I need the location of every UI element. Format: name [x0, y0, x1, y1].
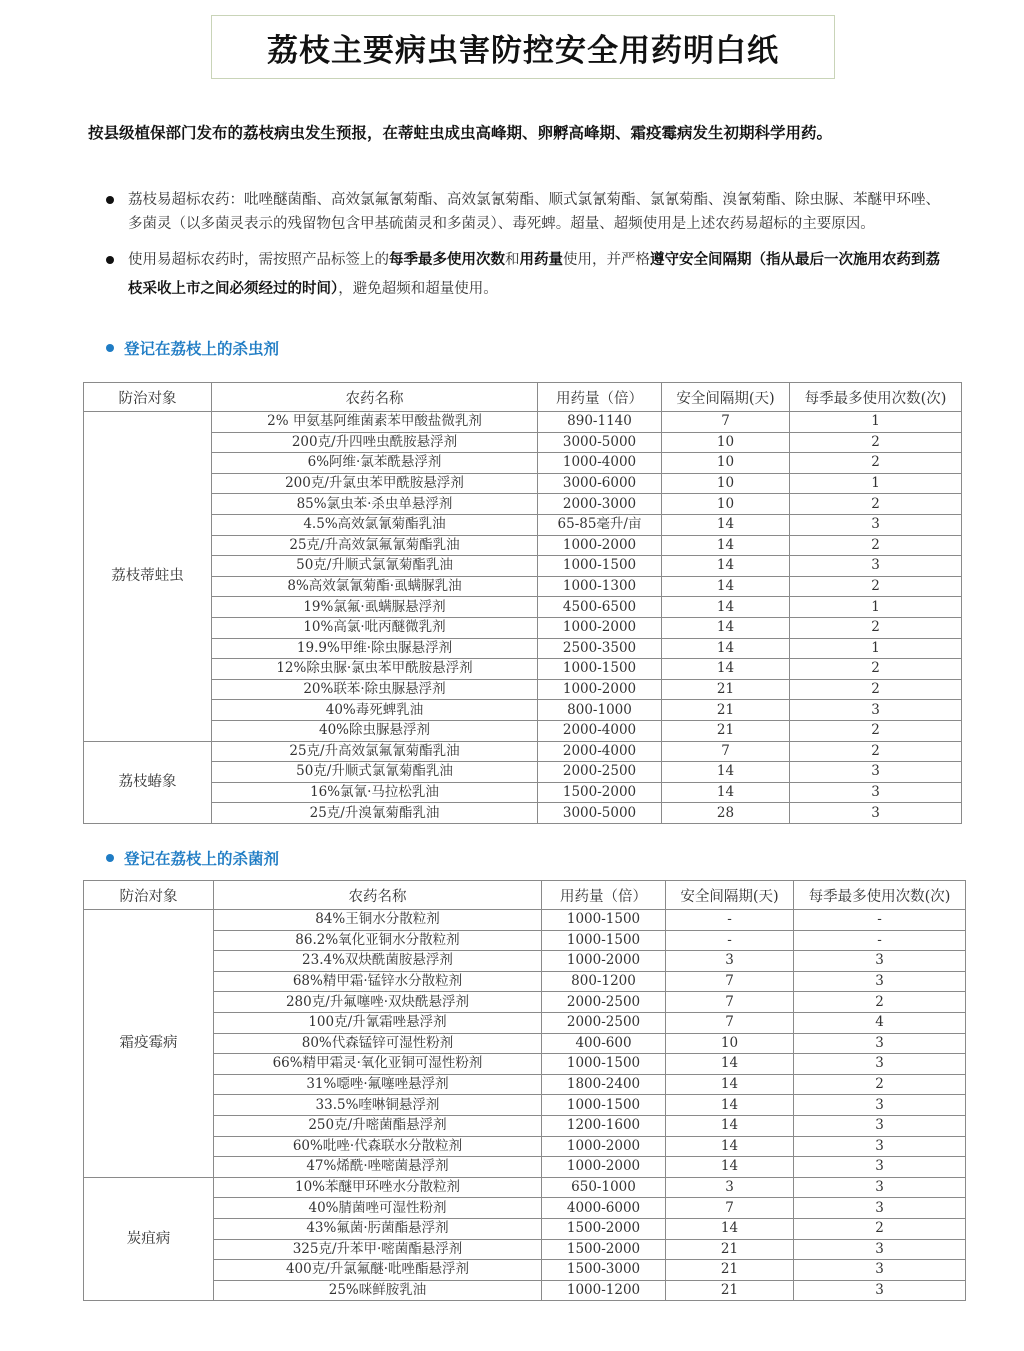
- max-times-cell: 3: [794, 1136, 966, 1157]
- pesticide-name-cell: 40%腈菌唑可湿性粉剂: [214, 1198, 542, 1219]
- dosage-cell: 2000-2500: [538, 762, 662, 783]
- safety-interval-cell: 21: [666, 1280, 794, 1301]
- pesticide-name-cell: 250克/升嘧菌酯悬浮剂: [214, 1115, 542, 1136]
- pesticide-name-cell: 19.9%甲维·除虫脲悬浮剂: [212, 638, 538, 659]
- dosage-cell: 2500-3500: [538, 638, 662, 659]
- max-times-cell: 3: [790, 762, 962, 783]
- table-row: [84, 930, 966, 951]
- table-row: [84, 432, 962, 453]
- pesticide-name-cell: 33.5%喹啉铜悬浮剂: [214, 1095, 542, 1116]
- dosage-cell: 1500-2000: [542, 1218, 666, 1239]
- dosage-cell: 1000-1500: [538, 556, 662, 577]
- pesticide-name-cell: 25克/升高效氯氟氰菊酯乳油: [212, 535, 538, 556]
- safety-interval-cell: 10: [666, 1033, 794, 1054]
- note-bold-safety-interval: 遵守安全间隔期（指从最后一次施用农药到荔枝采收上市之间必须经过的时间）: [128, 252, 940, 297]
- table-row: [84, 720, 962, 741]
- fungicide-heading: [106, 847, 279, 869]
- dosage-cell: 2000-2500: [542, 992, 666, 1013]
- target-cell: 炭疽病: [84, 1177, 214, 1301]
- safety-interval-cell: 10: [662, 432, 790, 453]
- pesticide-name-cell: 2% 甲氨基阿维菌素苯甲酸盐微乳剂: [212, 412, 538, 433]
- safety-interval-cell: 14: [666, 1115, 794, 1136]
- dosage-cell: 1500-3000: [542, 1260, 666, 1281]
- header-pesticide-name: 农药名称: [214, 881, 542, 910]
- table-row: [84, 597, 962, 618]
- dosage-cell: 4500-6500: [538, 597, 662, 618]
- safety-interval-cell: 14: [662, 617, 790, 638]
- dosage-cell: 2000-2500: [542, 1012, 666, 1033]
- safety-interval-cell: -: [666, 930, 794, 951]
- max-times-cell: 3: [794, 1239, 966, 1260]
- pesticide-name-cell: 43%氟菌·肟菌酯悬浮剂: [214, 1218, 542, 1239]
- header-max-times: 每季最多使用次数(次): [790, 383, 962, 412]
- max-times-cell: 3: [794, 1033, 966, 1054]
- bullet-dot-icon: [106, 854, 114, 862]
- pesticide-name-cell: 19%氯氟·虱螨脲悬浮剂: [212, 597, 538, 618]
- pesticide-name-cell: 200克/升氯虫苯甲酰胺悬浮剂: [212, 473, 538, 494]
- table-row: [84, 1218, 966, 1239]
- header-dosage: 用药量（倍）: [542, 881, 666, 910]
- dosage-cell: 800-1000: [538, 700, 662, 721]
- max-times-cell: 2: [790, 535, 962, 556]
- safety-interval-cell: 14: [662, 576, 790, 597]
- table-row: [84, 951, 966, 972]
- table-row: [84, 762, 962, 783]
- pesticide-name-cell: 23.4%双炔酰菌胺悬浮剂: [214, 951, 542, 972]
- pesticide-name-cell: 280克/升氟噻唑·双炔酰悬浮剂: [214, 992, 542, 1013]
- table-row: [84, 782, 962, 803]
- bullet-dot-icon: [106, 256, 114, 264]
- pesticide-name-cell: 31%噁唑·氟噻唑悬浮剂: [214, 1074, 542, 1095]
- safety-interval-cell: 14: [662, 659, 790, 680]
- header-max-times: 每季最多使用次数(次): [794, 881, 966, 910]
- safety-interval-cell: 21: [666, 1239, 794, 1260]
- table-row: [84, 803, 962, 824]
- max-times-cell: 2: [790, 494, 962, 515]
- max-times-cell: 2: [790, 679, 962, 700]
- table-row: [84, 494, 962, 515]
- max-times-cell: 3: [790, 803, 962, 824]
- max-times-cell: 2: [794, 1074, 966, 1095]
- safety-interval-cell: 14: [666, 1136, 794, 1157]
- pesticide-name-cell: 16%氯氰·马拉松乳油: [212, 782, 538, 803]
- safety-interval-cell: 14: [666, 1218, 794, 1239]
- safety-interval-cell: 14: [662, 597, 790, 618]
- header-safety-interval: 安全间隔期(天): [662, 383, 790, 412]
- pesticide-name-cell: 85%氯虫苯·杀虫单悬浮剂: [212, 494, 538, 515]
- dosage-cell: 2000-3000: [538, 494, 662, 515]
- safety-interval-cell: 10: [662, 494, 790, 515]
- note-bold-dosage: 用药量: [519, 252, 563, 268]
- dosage-cell: 3000-5000: [538, 803, 662, 824]
- max-times-cell: 2: [790, 453, 962, 474]
- insecticide-heading-text: 登记在荔枝上的杀虫剂: [124, 340, 280, 358]
- pesticide-name-cell: 66%精甲霜灵·氧化亚铜可湿性粉剂: [214, 1054, 542, 1075]
- table-row: [84, 659, 962, 680]
- max-times-cell: 3: [794, 1157, 966, 1178]
- dosage-cell: 3000-5000: [538, 432, 662, 453]
- safety-interval-cell: 14: [666, 1157, 794, 1178]
- note-text-part: 和: [505, 252, 520, 268]
- table-row: [84, 910, 966, 931]
- table-row: [84, 1012, 966, 1033]
- max-times-cell: 3: [794, 1054, 966, 1075]
- dosage-cell: 2000-4000: [538, 720, 662, 741]
- header-target: 防治对象: [84, 881, 214, 910]
- dosage-cell: 1000-2000: [542, 1136, 666, 1157]
- note-text-part: ，避免超频和超量使用。: [338, 281, 498, 297]
- table-row: [84, 514, 962, 535]
- safety-interval-cell: 14: [662, 535, 790, 556]
- pesticide-name-cell: 80%代森锰锌可湿性粉剂: [214, 1033, 542, 1054]
- max-times-cell: 2: [790, 720, 962, 741]
- safety-interval-cell: 28: [662, 803, 790, 824]
- table-row: [84, 1054, 966, 1075]
- safety-interval-cell: 3: [666, 1177, 794, 1198]
- max-times-cell: 3: [794, 1280, 966, 1301]
- dosage-cell: 1200-1600: [542, 1115, 666, 1136]
- dosage-cell: 1000-1200: [542, 1280, 666, 1301]
- insecticide-table: [83, 382, 962, 824]
- pesticide-name-cell: 6%阿维·氯苯酰悬浮剂: [212, 453, 538, 474]
- insecticide-heading: [106, 337, 279, 359]
- dosage-cell: 1000-2000: [542, 951, 666, 972]
- note-text: 荔枝易超标农药：吡唑醚菌酯、高效氯氟氰菊酯、高效氯氰菊酯、顺式氯氰菊酯、氯氰菊酯、溴氰菊酯、除虫脲、苯醚甲环唑、多菌灵（以多菌灵表示的残留物包含甲基硫菌灵和多菌灵）、毒死蜱。超量、超频使用是上述农药易超标的主要原因。: [128, 192, 940, 232]
- pesticide-name-cell: 86.2%氧化亚铜水分散粒剂: [214, 930, 542, 951]
- dosage-cell: 4000-6000: [542, 1198, 666, 1219]
- safety-interval-cell: 14: [662, 638, 790, 659]
- table-row: [84, 535, 962, 556]
- dosage-cell: 1000-1500: [542, 910, 666, 931]
- safety-interval-cell: 21: [666, 1260, 794, 1281]
- dosage-cell: 1000-2000: [538, 679, 662, 700]
- table-row: [84, 453, 962, 474]
- pesticide-name-cell: 10%高氯·吡丙醚微乳剂: [212, 617, 538, 638]
- max-times-cell: 2: [794, 992, 966, 1013]
- target-cell: 霜疫霉病: [84, 910, 214, 1178]
- table-row: [84, 1115, 966, 1136]
- safety-interval-cell: 14: [666, 1095, 794, 1116]
- max-times-cell: 2: [790, 741, 962, 762]
- safety-interval-cell: 14: [662, 762, 790, 783]
- table-row: [84, 971, 966, 992]
- table-row: [84, 1239, 966, 1260]
- max-times-cell: -: [794, 910, 966, 931]
- max-times-cell: 2: [790, 617, 962, 638]
- pesticide-name-cell: 200克/升四唑虫酰胺悬浮剂: [212, 432, 538, 453]
- dosage-cell: 2000-4000: [538, 741, 662, 762]
- safety-interval-cell: 7: [666, 1198, 794, 1219]
- table-row: [84, 741, 962, 762]
- max-times-cell: 1: [790, 638, 962, 659]
- max-times-cell: 1: [790, 412, 962, 433]
- dosage-cell: 1000-1500: [542, 930, 666, 951]
- dosage-cell: 1500-2000: [538, 782, 662, 803]
- notes-list: [104, 188, 944, 304]
- max-times-cell: 3: [794, 1115, 966, 1136]
- dosage-cell: 1000-1500: [542, 1095, 666, 1116]
- safety-interval-cell: 14: [662, 782, 790, 803]
- safety-interval-cell: 14: [662, 556, 790, 577]
- title-box: [211, 15, 835, 79]
- pesticide-name-cell: 25克/升高效氯氟氰菊酯乳油: [212, 741, 538, 762]
- table-row: [84, 412, 962, 433]
- dosage-cell: 400-600: [542, 1033, 666, 1054]
- pesticide-name-cell: 40%除虫脲悬浮剂: [212, 720, 538, 741]
- max-times-cell: 1: [790, 597, 962, 618]
- table-row: [84, 473, 962, 494]
- fungicide-table: [83, 880, 966, 1301]
- max-times-cell: 3: [794, 1177, 966, 1198]
- fungicide-heading-text: 登记在荔枝上的杀菌剂: [124, 850, 280, 868]
- safety-interval-cell: 10: [662, 453, 790, 474]
- max-times-cell: 2: [790, 576, 962, 597]
- max-times-cell: 2: [790, 659, 962, 680]
- safety-interval-cell: 7: [666, 1012, 794, 1033]
- note-text-part: 使用易超标农药时，需按照产品标签上的: [128, 252, 389, 268]
- target-cell: 荔枝蒂蛀虫: [84, 412, 212, 742]
- dosage-cell: 1000-1500: [542, 1054, 666, 1075]
- header-safety-interval: 安全间隔期(天): [666, 881, 794, 910]
- table-row: [84, 1177, 966, 1198]
- safety-interval-cell: 21: [662, 700, 790, 721]
- pesticide-name-cell: 400克/升氯氟醚·吡唑酯悬浮剂: [214, 1260, 542, 1281]
- table-row: [84, 1157, 966, 1178]
- table-row: [84, 576, 962, 597]
- header-target: 防治对象: [84, 383, 212, 412]
- table-row: [84, 1136, 966, 1157]
- pesticide-name-cell: 50克/升顺式氯氰菊酯乳油: [212, 556, 538, 577]
- safety-interval-cell: 14: [666, 1074, 794, 1095]
- dosage-cell: 3000-6000: [538, 473, 662, 494]
- safety-interval-cell: 3: [666, 951, 794, 972]
- pesticide-name-cell: 8%高效氯氰菊酯·虱螨脲乳油: [212, 576, 538, 597]
- table-row: [84, 556, 962, 577]
- table-row: [84, 700, 962, 721]
- header-pesticide-name: 农药名称: [212, 383, 538, 412]
- note-item-exceed-pesticides: [104, 188, 944, 236]
- max-times-cell: 3: [794, 1260, 966, 1281]
- max-times-cell: 3: [790, 514, 962, 535]
- table-row: [84, 679, 962, 700]
- dosage-cell: 1000-1300: [538, 576, 662, 597]
- table-row: [84, 1260, 966, 1281]
- dosage-cell: 1800-2400: [542, 1074, 666, 1095]
- safety-interval-cell: 7: [662, 412, 790, 433]
- max-times-cell: 1: [790, 473, 962, 494]
- max-times-cell: 3: [794, 1095, 966, 1116]
- dosage-cell: 1000-2000: [542, 1157, 666, 1178]
- intro-text: 按县级植保部门发布的荔枝病虫发生预报，在蒂蛀虫成虫高峰期、卵孵高峰期、霜疫霉病发生初期科学用药。: [88, 124, 833, 142]
- header-dosage: 用药量（倍）: [538, 383, 662, 412]
- pesticide-name-cell: 4.5%高效氯氰菊酯乳油: [212, 514, 538, 535]
- safety-interval-cell: 14: [662, 514, 790, 535]
- target-cell: 荔枝蝽象: [84, 741, 212, 823]
- pesticide-name-cell: 50克/升顺式氯氰菊酯乳油: [212, 762, 538, 783]
- pesticide-name-cell: 325克/升苯甲·嘧菌酯悬浮剂: [214, 1239, 542, 1260]
- dosage-cell: 1000-2000: [538, 617, 662, 638]
- table-row: [84, 617, 962, 638]
- table-row: [84, 1095, 966, 1116]
- pesticide-name-cell: 60%吡唑·代森联水分散粒剂: [214, 1136, 542, 1157]
- page-title: 荔枝主要病虫害防控安全用药明白纸: [267, 32, 779, 69]
- pesticide-name-cell: 12%除虫脲·氯虫苯甲酰胺悬浮剂: [212, 659, 538, 680]
- table-header-row: [84, 881, 966, 910]
- safety-interval-cell: -: [666, 910, 794, 931]
- dosage-cell: 650-1000: [542, 1177, 666, 1198]
- max-times-cell: 2: [790, 432, 962, 453]
- max-times-cell: -: [794, 930, 966, 951]
- dosage-cell: 890-1140: [538, 412, 662, 433]
- max-times-cell: 4: [794, 1012, 966, 1033]
- max-times-cell: 2: [794, 1218, 966, 1239]
- table-row: [84, 1033, 966, 1054]
- max-times-cell: 3: [790, 556, 962, 577]
- pesticide-name-cell: 40%毒死蜱乳油: [212, 700, 538, 721]
- note-item-usage-guidance: [104, 246, 944, 304]
- bullet-dot-icon: [106, 196, 114, 204]
- pesticide-name-cell: 68%精甲霜·锰锌水分散粒剂: [214, 971, 542, 992]
- safety-interval-cell: 14: [666, 1054, 794, 1075]
- dosage-cell: 1000-4000: [538, 453, 662, 474]
- safety-interval-cell: 7: [666, 992, 794, 1013]
- table-row: [84, 1280, 966, 1301]
- safety-interval-cell: 10: [662, 473, 790, 494]
- max-times-cell: 3: [794, 1198, 966, 1219]
- pesticide-name-cell: 25%咪鲜胺乳油: [214, 1280, 542, 1301]
- safety-interval-cell: 21: [662, 679, 790, 700]
- max-times-cell: 3: [794, 951, 966, 972]
- table-row: [84, 638, 962, 659]
- pesticide-name-cell: 47%烯酰·唑嘧菌悬浮剂: [214, 1157, 542, 1178]
- dosage-cell: 65-85毫升/亩: [538, 514, 662, 535]
- pesticide-name-cell: 84%王铜水分散粒剂: [214, 910, 542, 931]
- max-times-cell: 3: [790, 782, 962, 803]
- pesticide-name-cell: 25克/升溴氰菊酯乳油: [212, 803, 538, 824]
- table-row: [84, 1074, 966, 1095]
- max-times-cell: 3: [794, 971, 966, 992]
- dosage-cell: 1000-1500: [538, 659, 662, 680]
- bullet-dot-icon: [106, 344, 114, 352]
- safety-interval-cell: 7: [662, 741, 790, 762]
- pesticide-name-cell: 100克/升氰霜唑悬浮剂: [214, 1012, 542, 1033]
- note-bold-max-times: 每季最多使用次数: [389, 252, 505, 268]
- table-row: [84, 1198, 966, 1219]
- dosage-cell: 1500-2000: [542, 1239, 666, 1260]
- max-times-cell: 3: [790, 700, 962, 721]
- dosage-cell: 800-1200: [542, 971, 666, 992]
- safety-interval-cell: 7: [666, 971, 794, 992]
- pesticide-name-cell: 20%联苯·除虫脲悬浮剂: [212, 679, 538, 700]
- note-text-part: 使用，并严格: [563, 252, 650, 268]
- table-header-row: [84, 383, 962, 412]
- dosage-cell: 1000-2000: [538, 535, 662, 556]
- table-row: [84, 992, 966, 1013]
- safety-interval-cell: 21: [662, 720, 790, 741]
- pesticide-name-cell: 10%苯醚甲环唑水分散粒剂: [214, 1177, 542, 1198]
